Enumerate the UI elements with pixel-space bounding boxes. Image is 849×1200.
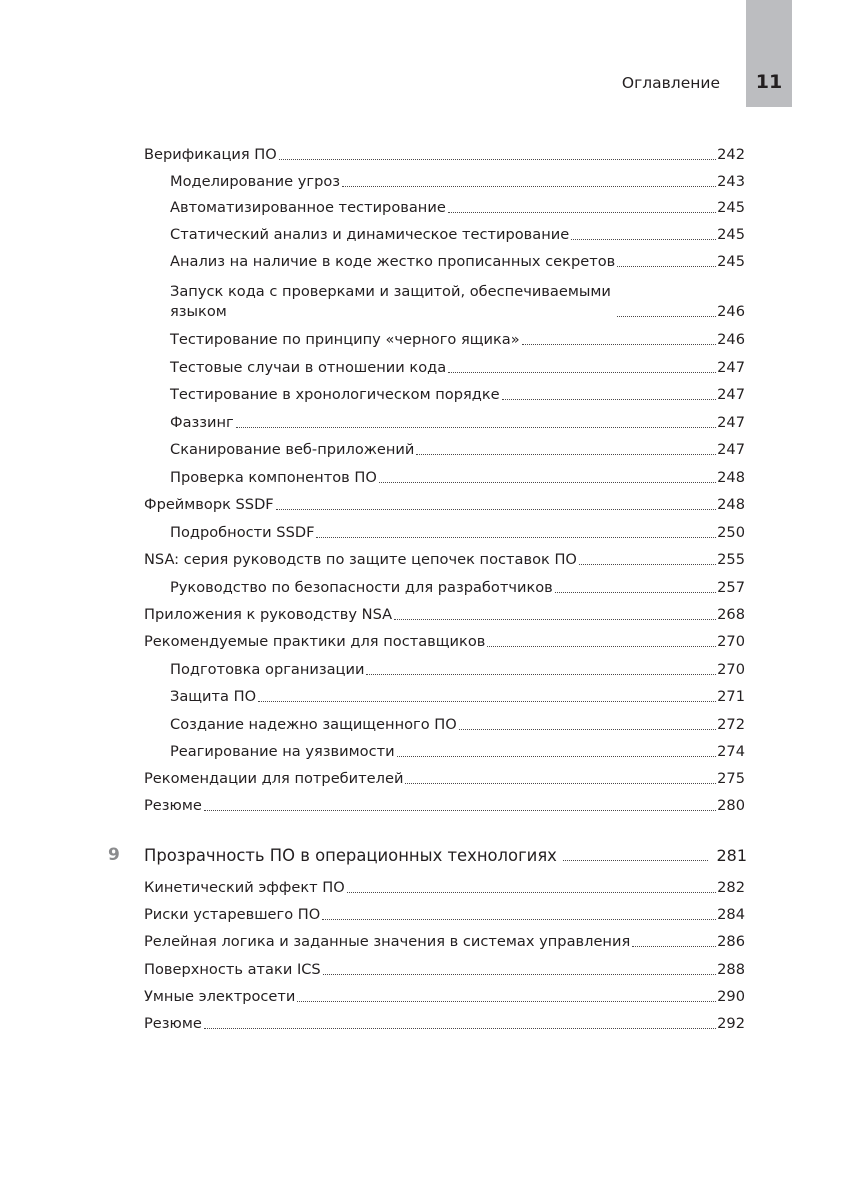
toc-entry-page: 288 bbox=[717, 961, 745, 978]
toc-entry[interactable] bbox=[170, 169, 745, 191]
dot-leader bbox=[379, 482, 716, 483]
dot-leader bbox=[366, 674, 716, 675]
toc-entry-page: 292 bbox=[717, 1015, 745, 1032]
toc-entry-title: Анализ на наличие в коде жестко прописанных секретов bbox=[170, 253, 616, 270]
dot-leader bbox=[459, 729, 716, 730]
toc-entry-page: 245 bbox=[717, 199, 745, 216]
toc-entry-page: 270 bbox=[717, 661, 745, 678]
dot-leader bbox=[632, 946, 716, 947]
toc-entry-title: Умные электросети bbox=[144, 988, 296, 1005]
dot-leader bbox=[236, 427, 716, 428]
dot-leader bbox=[297, 1001, 716, 1002]
dot-leader bbox=[279, 159, 716, 160]
toc-entry[interactable] bbox=[170, 437, 745, 459]
toc-chapter-entry[interactable] bbox=[144, 843, 747, 865]
toc-entry[interactable] bbox=[170, 410, 745, 432]
dot-leader bbox=[617, 316, 716, 317]
chapter-number: 9 bbox=[108, 845, 120, 865]
toc-entry-title: Рекомендуемые практики для поставщиков bbox=[144, 633, 486, 650]
toc-entry-title-line2: языком bbox=[170, 303, 227, 320]
dot-leader bbox=[342, 186, 716, 187]
dot-leader bbox=[323, 974, 716, 975]
toc-entry-title: Моделирование угроз bbox=[170, 173, 341, 190]
toc-entry[interactable] bbox=[170, 249, 745, 271]
toc-entry-page: 272 bbox=[717, 716, 745, 733]
dot-leader bbox=[347, 892, 716, 893]
chapter-title: Прозрачность ПО в операционных технологиях bbox=[144, 846, 557, 865]
toc-entry-page: 247 bbox=[717, 441, 745, 458]
dot-leader bbox=[405, 783, 716, 784]
toc-entry-page: 250 bbox=[717, 524, 745, 541]
dot-leader bbox=[258, 701, 716, 702]
toc-entry-title: Кинетический эффект ПО bbox=[144, 879, 345, 896]
toc-entry-title: Подготовка организации bbox=[170, 661, 365, 678]
toc-entry-title: Подробности SSDF bbox=[170, 524, 315, 541]
toc-entry-title: Фреймворк SSDF bbox=[144, 496, 274, 513]
toc-entry[interactable] bbox=[170, 195, 745, 217]
toc-entry-page: 271 bbox=[717, 688, 745, 705]
toc-entry-page: 247 bbox=[717, 386, 745, 403]
toc-entry-title: Проверка компонентов ПО bbox=[170, 469, 377, 486]
toc-entry[interactable] bbox=[170, 575, 745, 597]
toc-entry[interactable] bbox=[144, 629, 745, 651]
toc-entry-title: Рекомендации для потребителей bbox=[144, 770, 404, 787]
toc-entry[interactable] bbox=[144, 793, 745, 815]
toc-entry-page: 245 bbox=[717, 253, 745, 270]
toc-entry[interactable] bbox=[144, 957, 745, 979]
chapter-page: 281 bbox=[716, 846, 747, 865]
dot-leader bbox=[502, 399, 716, 400]
toc-entry[interactable] bbox=[170, 712, 745, 734]
toc-entry-title: NSA: серия руководств по защите цепочек поставок ПО bbox=[144, 551, 577, 568]
toc-entry-page: 247 bbox=[717, 414, 745, 431]
toc-entry-page: 243 bbox=[717, 173, 745, 190]
toc-entry-title: Автоматизированное тестирование bbox=[170, 199, 446, 216]
toc-entry[interactable] bbox=[170, 520, 745, 542]
toc-entry[interactable] bbox=[144, 142, 745, 164]
toc-entry-page: 255 bbox=[717, 551, 745, 568]
toc-entry-page: 286 bbox=[717, 933, 745, 950]
dot-leader bbox=[448, 212, 716, 213]
toc-entry-title-line1: Запуск кода с проверками и защитой, обеспечиваемыми bbox=[170, 283, 611, 300]
dot-leader bbox=[448, 372, 716, 373]
dot-leader bbox=[416, 454, 716, 455]
toc-entry-page: 248 bbox=[717, 469, 745, 486]
toc-entry-title: Верификация ПО bbox=[144, 146, 277, 163]
toc-entry[interactable] bbox=[170, 739, 745, 761]
toc-entry-page: 245 bbox=[717, 226, 745, 243]
toc-entry[interactable] bbox=[170, 465, 745, 487]
toc-entry-title: Руководство по безопасности для разработчиков bbox=[170, 579, 553, 596]
toc-entry[interactable] bbox=[144, 984, 745, 1006]
toc-entry[interactable] bbox=[170, 382, 745, 404]
toc-entry-title: Создание надежно защищенного ПО bbox=[170, 716, 457, 733]
toc-entry-page: 242 bbox=[717, 146, 745, 163]
toc-entry[interactable] bbox=[144, 547, 745, 569]
chapter-page-tab bbox=[746, 0, 792, 107]
running-title: Оглавление bbox=[621, 74, 720, 92]
dot-leader bbox=[204, 1028, 716, 1029]
toc-entry[interactable] bbox=[170, 657, 745, 679]
dot-leader bbox=[579, 564, 716, 565]
toc-entry-page: 247 bbox=[717, 359, 745, 376]
dot-leader bbox=[555, 592, 716, 593]
toc-entry-title: Поверхность атаки ICS bbox=[144, 961, 321, 978]
dot-leader bbox=[204, 810, 716, 811]
toc-entry-page: 257 bbox=[717, 579, 745, 596]
toc-entry[interactable] bbox=[144, 492, 745, 514]
dot-leader bbox=[571, 239, 716, 240]
toc-entry-page: 248 bbox=[717, 496, 745, 513]
toc-entry-page: 268 bbox=[717, 606, 745, 623]
toc-entry-page: 282 bbox=[717, 879, 745, 896]
toc-entry-title: Тестирование по принципу «черного ящика» bbox=[170, 331, 520, 348]
page-number: 11 bbox=[755, 71, 783, 93]
toc-entry-page: 275 bbox=[717, 770, 745, 787]
dot-leader bbox=[487, 646, 716, 647]
toc-entry[interactable] bbox=[144, 875, 745, 897]
toc-entry-title: Тестовые случаи в отношении кода bbox=[170, 359, 447, 376]
dot-leader bbox=[397, 756, 717, 757]
toc-entry[interactable] bbox=[170, 327, 745, 349]
toc-entry[interactable] bbox=[170, 222, 745, 244]
dot-leader bbox=[617, 266, 716, 267]
toc-entry[interactable] bbox=[170, 355, 745, 377]
toc-entry-title: Фаззинг bbox=[170, 414, 234, 431]
toc-entry-page: 274 bbox=[717, 743, 745, 760]
toc-entry[interactable] bbox=[170, 277, 745, 321]
toc-entry-title: Приложения к руководству NSA bbox=[144, 606, 393, 623]
toc-entry-title: Тестирование в хронологическом порядке bbox=[170, 386, 500, 403]
toc-entry-title: Статический анализ и динамическое тестирование bbox=[170, 226, 570, 243]
toc-entry-title: Релейная логика и заданные значения в системах управления bbox=[144, 933, 631, 950]
dot-leader bbox=[276, 509, 716, 510]
toc-entry-page: 270 bbox=[717, 633, 745, 650]
dot-leader bbox=[394, 619, 716, 620]
toc-entry-page: 246 bbox=[717, 303, 745, 320]
toc-entry[interactable] bbox=[144, 1011, 745, 1033]
toc-entry-title: Риски устаревшего ПО bbox=[144, 906, 321, 923]
toc-entry-title: Резюме bbox=[144, 1015, 202, 1032]
dot-leader bbox=[316, 537, 716, 538]
toc-entry-title: Сканирование веб-приложений bbox=[170, 441, 415, 458]
toc-entry-page: 246 bbox=[717, 331, 745, 348]
dot-leader bbox=[322, 919, 716, 920]
toc-entry-page: 284 bbox=[717, 906, 745, 923]
toc-entry-title: Реагирование на уязвимости bbox=[170, 743, 395, 760]
toc-entry-page: 290 bbox=[717, 988, 745, 1005]
toc-entry[interactable] bbox=[144, 766, 745, 788]
dot-leader bbox=[563, 860, 709, 861]
toc-entry-title: Защита ПО bbox=[170, 688, 257, 705]
toc-entry-page: 280 bbox=[717, 797, 745, 814]
toc-entry[interactable] bbox=[144, 902, 745, 924]
toc-entry[interactable] bbox=[170, 684, 745, 706]
toc-entry-title: Резюме bbox=[144, 797, 202, 814]
dot-leader bbox=[522, 344, 716, 345]
toc-entry[interactable] bbox=[144, 929, 745, 951]
toc-entry[interactable] bbox=[144, 602, 745, 624]
